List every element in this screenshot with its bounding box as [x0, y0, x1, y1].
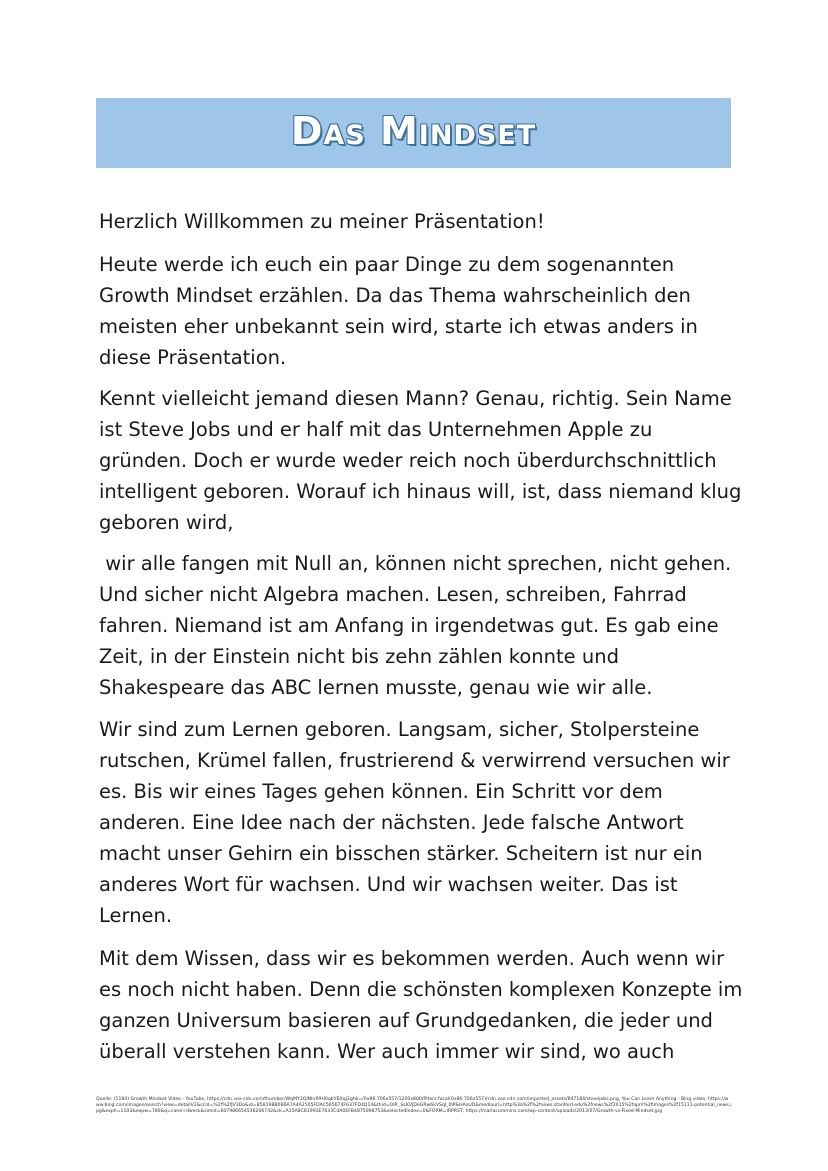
paragraph-born-to-learn: Wir sind zum Lernen geboren. Langsam, sicher, Stolpersteine rutschen, Krümel fallen, frustrierend & verwirrend versuchen wir es. Bis wir eines Tages gehen können. Ein Schritt vor dem anderen. Eine Idee nach der nächsten. Jede falsche Antwort macht unser Gehirn ein bisschen stärker. Scheitern ist nur ein anderes Wort für wachsen. Und wir wachsen weiter. Das ist Lernen. [99, 718, 730, 927]
title-banner [96, 98, 731, 168]
paragraph-knowledge: Mit dem Wissen, dass wir es bekommen werden. Auch wenn wir es noch nicht haben. Denn die schönsten komplexen Konzepte im ganzen Universum basieren auf Grundgedanken, die jeder und überall verstehen kann. Wer auch immer wir sind, wo auch [99, 947, 743, 1063]
document-body [99, 206, 749, 1079]
footer-sources: Quelle: (1184) Growth Mindset Video - YouTube, https://cdn.vox-cdn.com/thumbor/WqMY2QlNtv99H0qbYBXqj2ghk=/0x86:706x557/1200x800/filters:focal(0x86:706x557)/cdn.vox-cdn.com/imported_assets/847184/stevejobs.png, You Can Learn Anything - Bing video, https://www.bing.com/images/search?view=detailV2&ccid=%2f%2fJV3Do&id=B58198B0B6A7A4A2505FDAC565674F637FD4D14&thid=OIP._SLKVJDeGRw6kVSqI_0IP&HAoUD&mediaurl=http%3a%2f%2fnews.stanford.edu%2fnews%2f2015%2fapril%2fimages%2f15111-potential_news.jpg&exph=1103&expw=780&q=carol+dweck&simid=607986654536206742&ck=A15A8C81993E7633C4A0EFB4875098753&selectedIndex=0&FORM=IRPRST, https://marlacummins.com/wp-content/uploads/2013/07/Growth-vs-Fixed-Mindset.jpg [96, 1097, 732, 1114]
paragraph-steve-jobs: Kennt vielleicht jemand diesen Mann? Genau, richtig. Sein Name ist Steve Jobs und er half mit das Unternehmen Apple zu gründen. Doch er wurde weder reich noch überdurchschnittlich intelligent geboren. Worauf ich hinaus will, ist, dass niemand klug geboren wird, [99, 387, 742, 534]
paragraph-start-from-zero: wir alle fangen mit Null an, können nicht sprechen, nicht gehen. Und sicher nicht Algebra machen. Lesen, schreiben, Fahrrad fahren. Niemand ist am Anfang in irgendetwas gut. Es gab eine Zeit, in der Einstein nicht bis zehn zählen konnte und Shakespeare das ABC lernen musste, genau wie wir alle. [99, 552, 732, 699]
paragraph-intro: Heute werde ich euch ein paar Dinge zu dem sogenannten Growth Mindset erzählen. Da das Thema wahrscheinlich den meisten eher unbekannt sein wird, starte ich etwas anders in diese Präsentation. [99, 253, 698, 369]
page-title: Das Mindset [290, 109, 537, 153]
paragraph-greeting: Herzlich Willkommen zu meiner Präsentation! [99, 210, 545, 233]
